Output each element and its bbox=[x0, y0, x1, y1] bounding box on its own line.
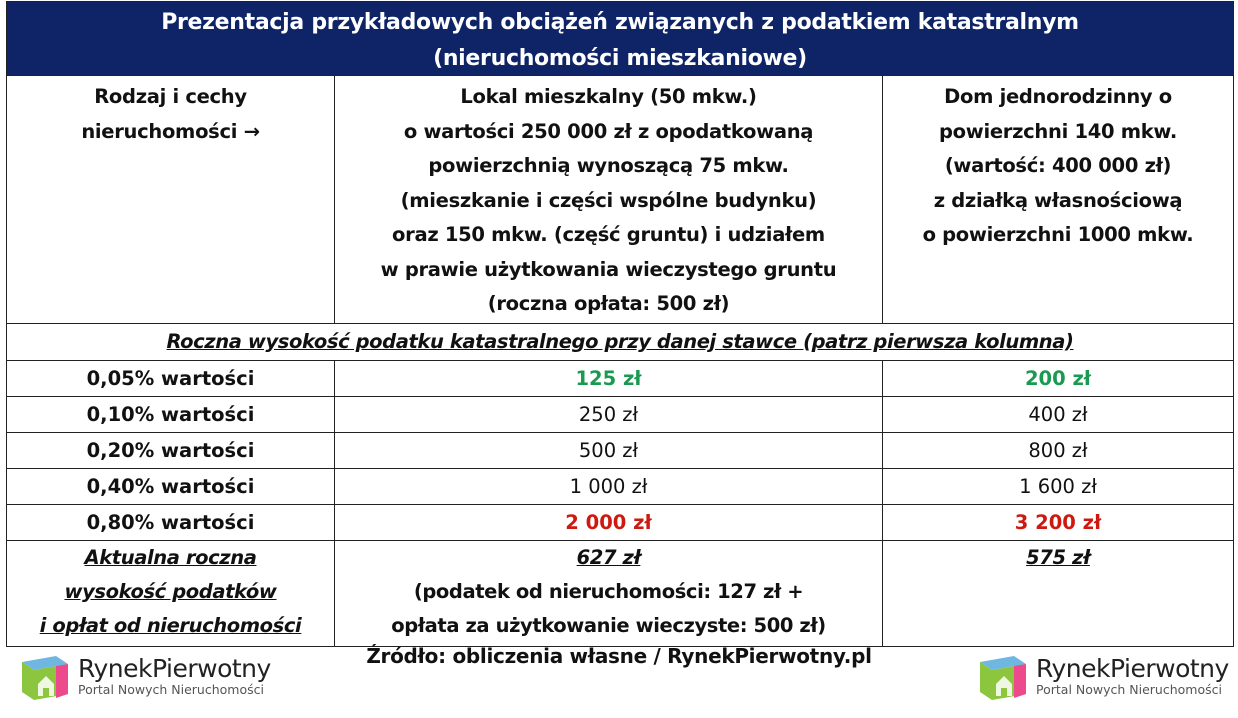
header-house bbox=[883, 76, 1233, 323]
flat-value: 250 zł bbox=[335, 397, 883, 432]
table-row bbox=[7, 360, 1233, 396]
header-text: o wartości 250 000 zł z opodatkowaną bbox=[403, 119, 814, 143]
section-title: Roczna wysokość podatku katastralnego przy danej stawce (patrz pierwsza kolumna) bbox=[166, 330, 1074, 353]
section-title-row bbox=[7, 323, 1233, 360]
totals-label bbox=[7, 541, 335, 646]
title-line-2: (nieruchomości mieszkaniowe) bbox=[433, 46, 807, 71]
rate-label: 0,40% wartości bbox=[7, 469, 335, 504]
header-flat bbox=[335, 76, 883, 323]
rate-label: 0,05% wartości bbox=[7, 361, 335, 396]
header-text: Lokal mieszkalny (50 mkw.) bbox=[460, 85, 757, 108]
table-row bbox=[7, 504, 1233, 540]
house-total-value: 575 zł bbox=[1026, 546, 1090, 569]
logo-tagline: Portal Nowych Nieruchomości bbox=[78, 682, 264, 697]
logo-right bbox=[974, 652, 1229, 702]
totals-row bbox=[7, 540, 1233, 646]
header-text: (roczna opłata: 500 zł) bbox=[487, 292, 730, 315]
header-text: (wartość: 400 000 zł) bbox=[944, 154, 1172, 177]
header-text: o powierzchni 1000 mkw. bbox=[922, 223, 1194, 246]
rate-label: 0,10% wartości bbox=[7, 397, 335, 432]
house-value: 800 zł bbox=[1028, 439, 1088, 462]
logo-name: RynekPierwotny bbox=[1036, 654, 1229, 683]
header-text: z działką własnościową bbox=[933, 188, 1183, 212]
table-row bbox=[7, 468, 1233, 504]
header-text: powierzchni 140 mkw. bbox=[939, 119, 1177, 143]
flat-value: 125 zł bbox=[335, 361, 883, 396]
header-text: nieruchomości → bbox=[81, 119, 260, 143]
totals-label-text: wysokość podatków bbox=[64, 580, 277, 603]
totals-label-text: i opłat od nieruchomości bbox=[39, 614, 302, 637]
house-value: 400 zł bbox=[1028, 403, 1088, 426]
header-text: oraz 150 mkw. (część gruntu) i udziałem bbox=[392, 223, 825, 246]
title-line-1: Prezentacja przykładowych obciążeń związanych z podatkiem katastralnym bbox=[161, 10, 1079, 35]
logo-tagline: Portal Nowych Nieruchomości bbox=[1036, 682, 1222, 697]
house-total bbox=[883, 541, 1233, 646]
source-note: Źródło: obliczenia własne / RynekPierwotny.pl bbox=[366, 644, 872, 668]
rate-label: 0,20% wartości bbox=[7, 433, 335, 468]
table-row bbox=[7, 396, 1233, 432]
flat-total-detail: opłata za użytkowanie wieczyste: 500 zł) bbox=[391, 614, 826, 637]
footer bbox=[0, 640, 1238, 718]
flat-value: 500 zł bbox=[335, 433, 883, 468]
house-value: 200 zł bbox=[1024, 367, 1092, 390]
flat-value: 2 000 zł bbox=[335, 505, 883, 540]
flat-value: 1 000 zł bbox=[335, 469, 883, 504]
house-value: 3 200 zł bbox=[1014, 511, 1102, 534]
flat-total bbox=[335, 541, 883, 646]
flat-total-value: 627 zł bbox=[576, 546, 641, 569]
house-cube-icon bbox=[974, 652, 1030, 702]
header-text: w prawie użytkowania wieczystego gruntu bbox=[380, 257, 837, 281]
logo-name: RynekPierwotny bbox=[78, 654, 271, 683]
house-value: 1 600 zł bbox=[1019, 475, 1097, 498]
header-text: (mieszkanie i części wspólne budynku) bbox=[400, 188, 817, 212]
totals-label-text: Aktualna roczna bbox=[84, 546, 257, 569]
header-row bbox=[7, 75, 1233, 323]
header-property-type bbox=[7, 76, 335, 323]
header-text: Rodzaj i cechy bbox=[94, 85, 247, 108]
flat-total-detail: (podatek od nieruchomości: 127 zł + bbox=[413, 580, 804, 603]
table-row bbox=[7, 432, 1233, 468]
rate-label: 0,80% wartości bbox=[7, 505, 335, 540]
table-title bbox=[7, 2, 1233, 75]
header-text: powierzchnią wynoszącą 75 mkw. bbox=[428, 154, 789, 177]
tax-table bbox=[6, 1, 1234, 647]
header-text: Dom jednorodzinny o bbox=[944, 85, 1172, 108]
